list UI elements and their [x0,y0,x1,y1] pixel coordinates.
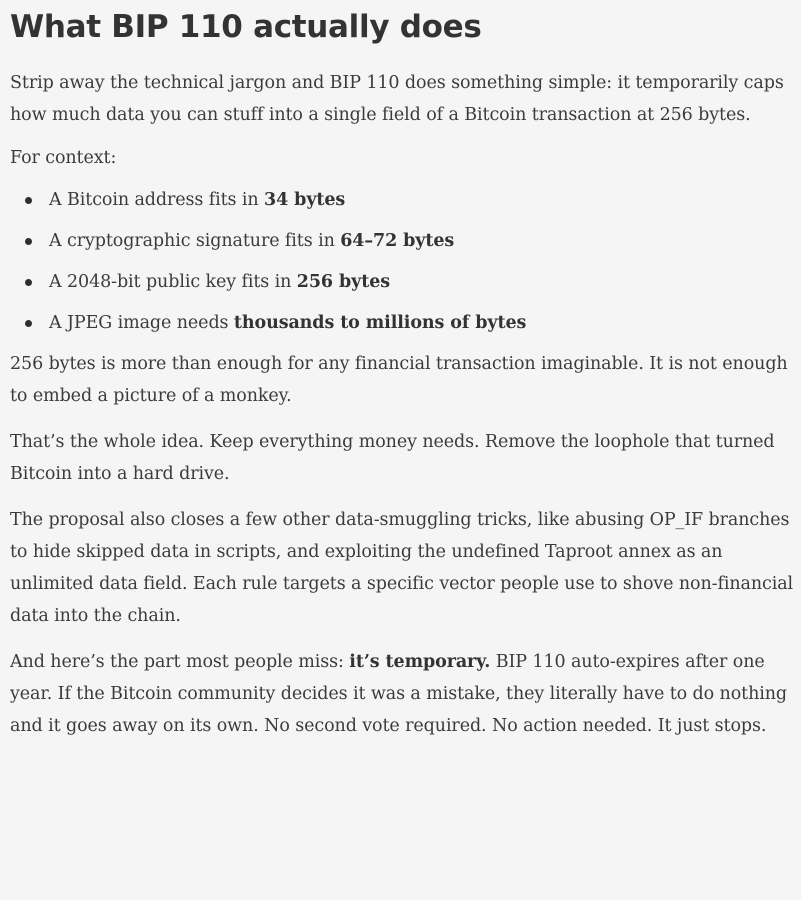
bullet-icon [25,279,32,286]
list-item [49,266,801,298]
temporary-text-before: And here’s the part most people miss: [10,652,350,672]
bullet-icon [25,320,32,327]
list-item-text: A Bitcoin address fits in [49,190,265,210]
enough-paragraph: 256 bytes is more than enough for any financial transaction imaginable. It is not enough to embed a picture of a monkey. [10,354,788,406]
list-item [49,307,801,339]
list-item-bold: 34 bytes [264,190,346,210]
list-item-bold: thousands to millions of bytes [233,313,527,333]
list-item-bold: 64–72 bytes [340,231,455,251]
temporary-emphasis: it’s temporary. [349,652,491,672]
list-item [49,225,801,257]
bullet-icon [25,197,32,204]
idea-paragraph: That’s the whole idea. Keep everything money needs. Remove the loophole that turned Bitcoin into a hard drive. [10,432,775,484]
list-item-text: A 2048-bit public key fits in [49,272,297,292]
list-item-bold: 256 bytes [296,272,390,292]
temporary-text-after: BIP 110 auto-expires after one year. If the Bitcoin community decides it was a mistake, they literally have to do nothing and it goes away on its own. No second vote required. No action needed. It just stops. [10,652,788,736]
list-item [49,184,801,216]
bullet-icon [25,238,32,245]
proposal-paragraph: The proposal also closes a few other data-smuggling tricks, like abusing OP_IF branches to hide skipped data in scripts, and exploiting the undefined Taproot annex as an unlimited data field. Each rule targets a specific vector people use to shove non-financial data into the chain. [10,510,794,626]
article-title: What BIP 110 actually does [10,9,482,45]
temporary-paragraph [10,646,801,742]
list-item-text: A cryptographic signature fits in [49,231,341,251]
byte-size-list [10,184,801,339]
list-item-text: A JPEG image needs [49,313,234,333]
intro-paragraph: Strip away the technical jargon and BIP 110 does something simple: it temporarily caps how much data you can stuff into a single field of a Bitcoin transaction at 256 bytes. [10,73,784,125]
context-label: For context: [10,148,117,168]
